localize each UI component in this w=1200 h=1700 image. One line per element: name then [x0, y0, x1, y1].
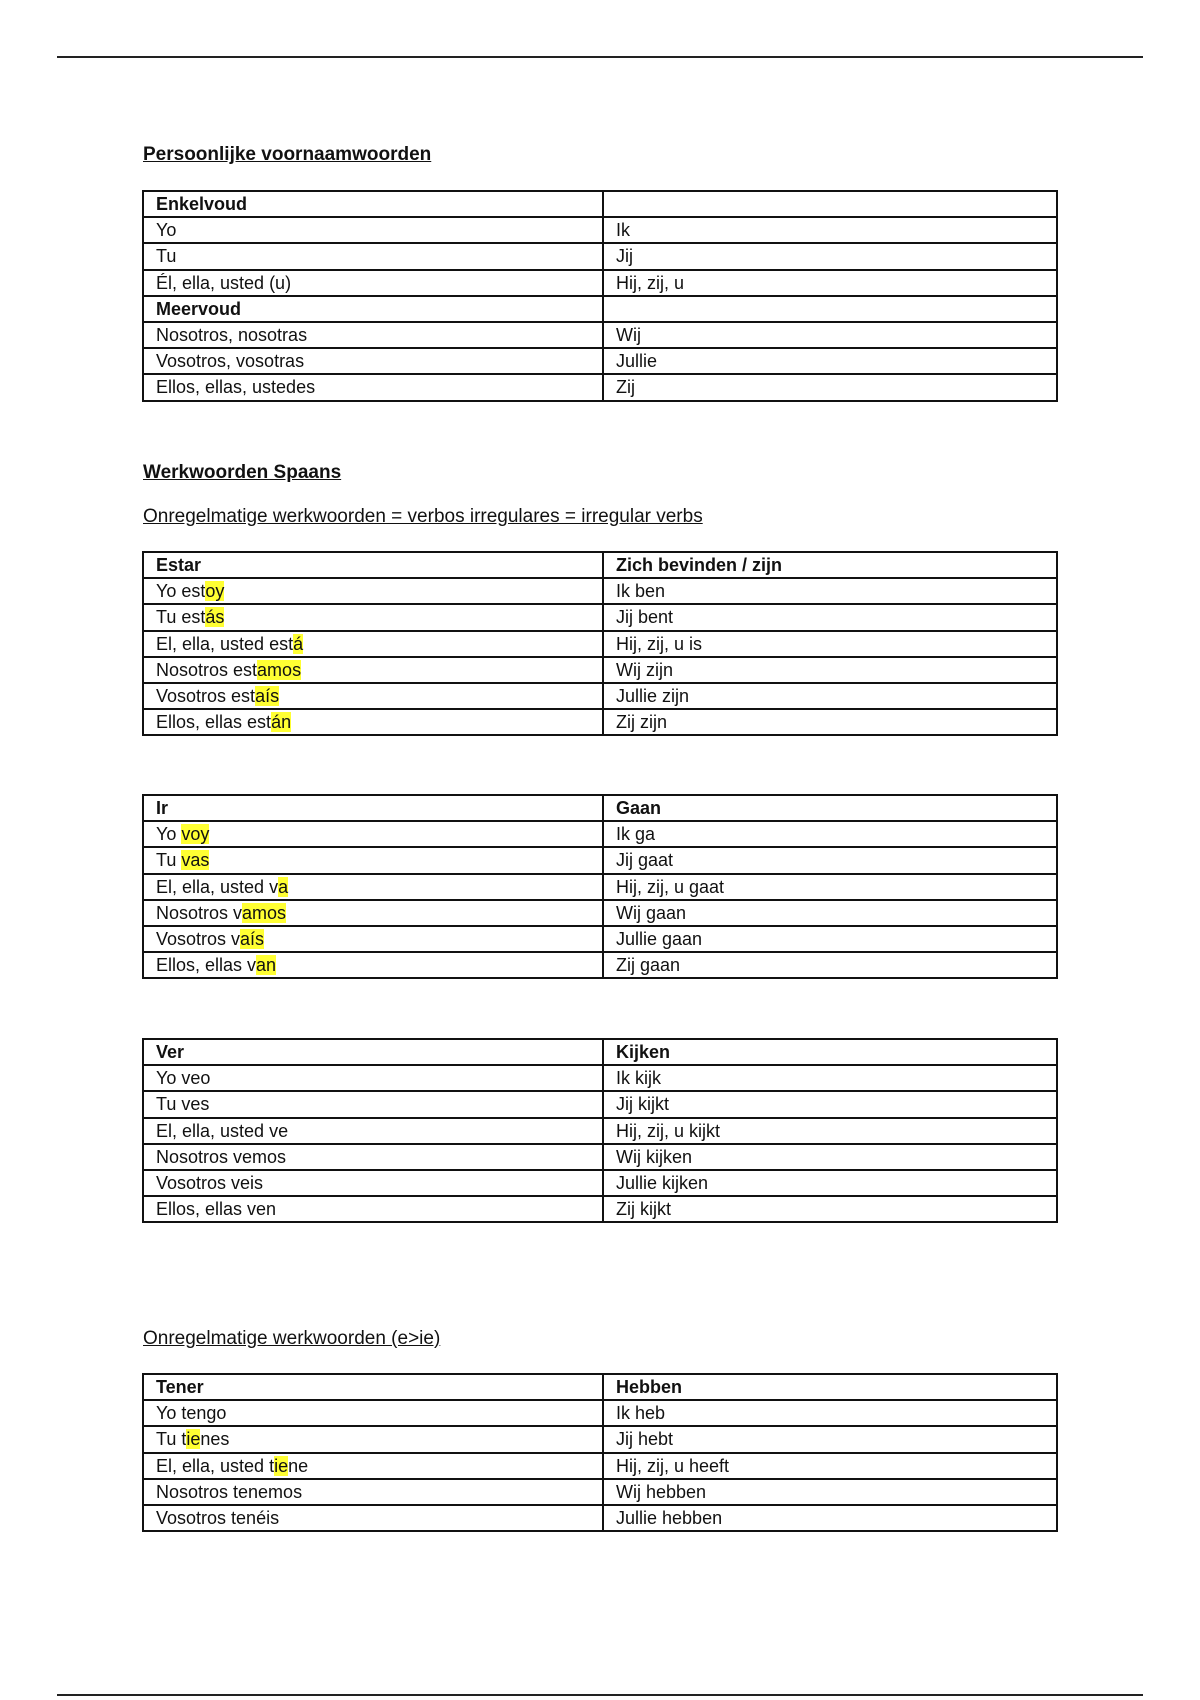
- spanish-cell: Vosotros estaís: [143, 683, 603, 709]
- table-row: [143, 217, 1057, 243]
- spanish-cell: Él, ella, usted (u): [143, 270, 603, 296]
- dutch-cell: Wij kijken: [603, 1144, 1057, 1170]
- table-row: [143, 795, 1057, 821]
- dutch-cell: Jij: [603, 243, 1057, 269]
- verbs-heading: Werkwoorden Spaans: [143, 462, 342, 483]
- table-row: [143, 709, 1057, 735]
- table-row: [143, 348, 1057, 374]
- top-rule: [57, 56, 1143, 58]
- dutch-cell: Hij, zij, u kijkt: [603, 1118, 1057, 1144]
- conjugation-ending-highlight: ie: [274, 1455, 289, 1476]
- table-row: [143, 1118, 1057, 1144]
- table-row: [143, 552, 1057, 578]
- conjugation-ending-highlight: vas: [181, 850, 210, 871]
- dutch-cell: Jullie kijken: [603, 1170, 1057, 1196]
- conjugation-ending-highlight: ás: [205, 607, 225, 628]
- spanish-cell: Vosotros tenéis: [143, 1505, 603, 1531]
- dutch-cell: Jullie gaan: [603, 926, 1057, 952]
- tener-table: [142, 1373, 1058, 1532]
- spanish-cell: El, ella, usted está: [143, 631, 603, 657]
- dutch-cell: Wij zijn: [603, 657, 1057, 683]
- spanish-cell: Vosotros veis: [143, 1170, 603, 1196]
- table-row: [143, 604, 1057, 630]
- table-row: [143, 631, 1057, 657]
- dutch-cell: Ik heb: [603, 1400, 1057, 1426]
- conjugation-ending-highlight: amos: [242, 902, 287, 923]
- table-row: [143, 270, 1057, 296]
- dutch-cell: Kijken: [603, 1039, 1057, 1065]
- pronouns-heading: Persoonlijke voornaamwoorden: [143, 144, 432, 165]
- dutch-cell: Zij kijkt: [603, 1196, 1057, 1222]
- table-row: [143, 1196, 1057, 1222]
- spanish-cell: El, ella, usted va: [143, 874, 603, 900]
- spanish-cell: Nosotros tenemos: [143, 1479, 603, 1505]
- dutch-cell: Jij gaat: [603, 847, 1057, 873]
- spanish-cell: Ellos, ellas, ustedes: [143, 374, 603, 400]
- dutch-cell: Hij, zij, u gaat: [603, 874, 1057, 900]
- spanish-cell: Yo tengo: [143, 1400, 603, 1426]
- conjugation-ending-highlight: aís: [240, 929, 265, 950]
- dutch-cell: Jij hebt: [603, 1426, 1057, 1452]
- irregular-eie-heading: Onregelmatige werkwoorden (e>ie): [143, 1328, 441, 1349]
- ir-table: [142, 794, 1058, 979]
- table-row: [143, 821, 1057, 847]
- table-row: [143, 900, 1057, 926]
- table-row: [143, 296, 1057, 322]
- dutch-cell: Zij gaan: [603, 952, 1057, 978]
- pronouns-table: [142, 190, 1058, 402]
- dutch-cell: Jullie hebben: [603, 1505, 1057, 1531]
- spanish-cell: Nosotros estamos: [143, 657, 603, 683]
- dutch-cell: Jij bent: [603, 604, 1057, 630]
- spanish-cell: Estar: [143, 552, 603, 578]
- table-row: [143, 374, 1057, 400]
- conjugation-ending-highlight: a: [278, 876, 289, 897]
- dutch-cell: [603, 296, 1057, 322]
- table-row: [143, 657, 1057, 683]
- table-row: [143, 683, 1057, 709]
- spanish-cell: El, ella, usted ve: [143, 1118, 603, 1144]
- conjugation-ending-highlight: oy: [205, 581, 225, 602]
- spanish-cell: El, ella, usted tiene: [143, 1453, 603, 1479]
- conjugation-ending-highlight: án: [271, 712, 292, 733]
- spanish-cell: Tu: [143, 243, 603, 269]
- table-row: [143, 847, 1057, 873]
- dutch-cell: Wij: [603, 322, 1057, 348]
- spanish-cell: Ellos, ellas van: [143, 952, 603, 978]
- dutch-cell: Jullie: [603, 348, 1057, 374]
- spanish-cell: Vosotros, vosotras: [143, 348, 603, 374]
- table-row: [143, 191, 1057, 217]
- table-row: [143, 1426, 1057, 1452]
- bottom-rule: [57, 1694, 1143, 1696]
- table-row: [143, 1453, 1057, 1479]
- estar-table: [142, 551, 1058, 736]
- ver-table: [142, 1038, 1058, 1223]
- dutch-cell: [603, 191, 1057, 217]
- spanish-cell: Tu vas: [143, 847, 603, 873]
- table-row: [143, 1374, 1057, 1400]
- dutch-cell: Wij gaan: [603, 900, 1057, 926]
- dutch-cell: Hij, zij, u heeft: [603, 1453, 1057, 1479]
- dutch-cell: Wij hebben: [603, 1479, 1057, 1505]
- spanish-cell: Nosotros, nosotras: [143, 322, 603, 348]
- spanish-cell: Ir: [143, 795, 603, 821]
- dutch-cell: Jullie zijn: [603, 683, 1057, 709]
- spanish-cell: Yo: [143, 217, 603, 243]
- spanish-cell: Tu estás: [143, 604, 603, 630]
- spanish-cell: Vosotros vaís: [143, 926, 603, 952]
- table-row: [143, 874, 1057, 900]
- table-row: [143, 1505, 1057, 1531]
- dutch-cell: Ik ga: [603, 821, 1057, 847]
- dutch-cell: Ik kijk: [603, 1065, 1057, 1091]
- dutch-cell: Jij kijkt: [603, 1091, 1057, 1117]
- conjugation-ending-highlight: ie: [186, 1429, 201, 1450]
- spanish-cell: Nosotros vamos: [143, 900, 603, 926]
- table-row: [143, 952, 1057, 978]
- table-row: [143, 578, 1057, 604]
- table-row: [143, 322, 1057, 348]
- dutch-cell: Zich bevinden / zijn: [603, 552, 1057, 578]
- dutch-cell: Ik ben: [603, 578, 1057, 604]
- table-row: [143, 1479, 1057, 1505]
- table-row: [143, 1065, 1057, 1091]
- conjugation-ending-highlight: voy: [181, 824, 210, 845]
- spanish-cell: Yo veo: [143, 1065, 603, 1091]
- table-row: [143, 1144, 1057, 1170]
- dutch-cell: Ik: [603, 217, 1057, 243]
- table-row: [143, 1170, 1057, 1196]
- conjugation-ending-highlight: amos: [257, 659, 302, 680]
- spanish-cell: Yo estoy: [143, 578, 603, 604]
- dutch-cell: Hij, zij, u is: [603, 631, 1057, 657]
- spanish-cell: Tu tienes: [143, 1426, 603, 1452]
- conjugation-ending-highlight: an: [256, 955, 277, 976]
- spanish-cell: Enkelvoud: [143, 191, 603, 217]
- spanish-cell: Tu ves: [143, 1091, 603, 1117]
- irregular-heading: Onregelmatige werkwoorden = verbos irregulares = irregular verbs: [143, 506, 703, 527]
- dutch-cell: Hij, zij, u: [603, 270, 1057, 296]
- dutch-cell: Zij: [603, 374, 1057, 400]
- table-row: [143, 243, 1057, 269]
- dutch-cell: Zij zijn: [603, 709, 1057, 735]
- table-row: [143, 926, 1057, 952]
- table-row: [143, 1039, 1057, 1065]
- spanish-cell: Ver: [143, 1039, 603, 1065]
- dutch-cell: Hebben: [603, 1374, 1057, 1400]
- spanish-cell: Meervoud: [143, 296, 603, 322]
- table-row: [143, 1400, 1057, 1426]
- table-row: [143, 1091, 1057, 1117]
- spanish-cell: Yo voy: [143, 821, 603, 847]
- conjugation-ending-highlight: aís: [255, 686, 280, 707]
- spanish-cell: Nosotros vemos: [143, 1144, 603, 1170]
- dutch-cell: Gaan: [603, 795, 1057, 821]
- spanish-cell: Ellos, ellas están: [143, 709, 603, 735]
- conjugation-ending-highlight: á: [293, 633, 304, 654]
- spanish-cell: Ellos, ellas ven: [143, 1196, 603, 1222]
- spanish-cell: Tener: [143, 1374, 603, 1400]
